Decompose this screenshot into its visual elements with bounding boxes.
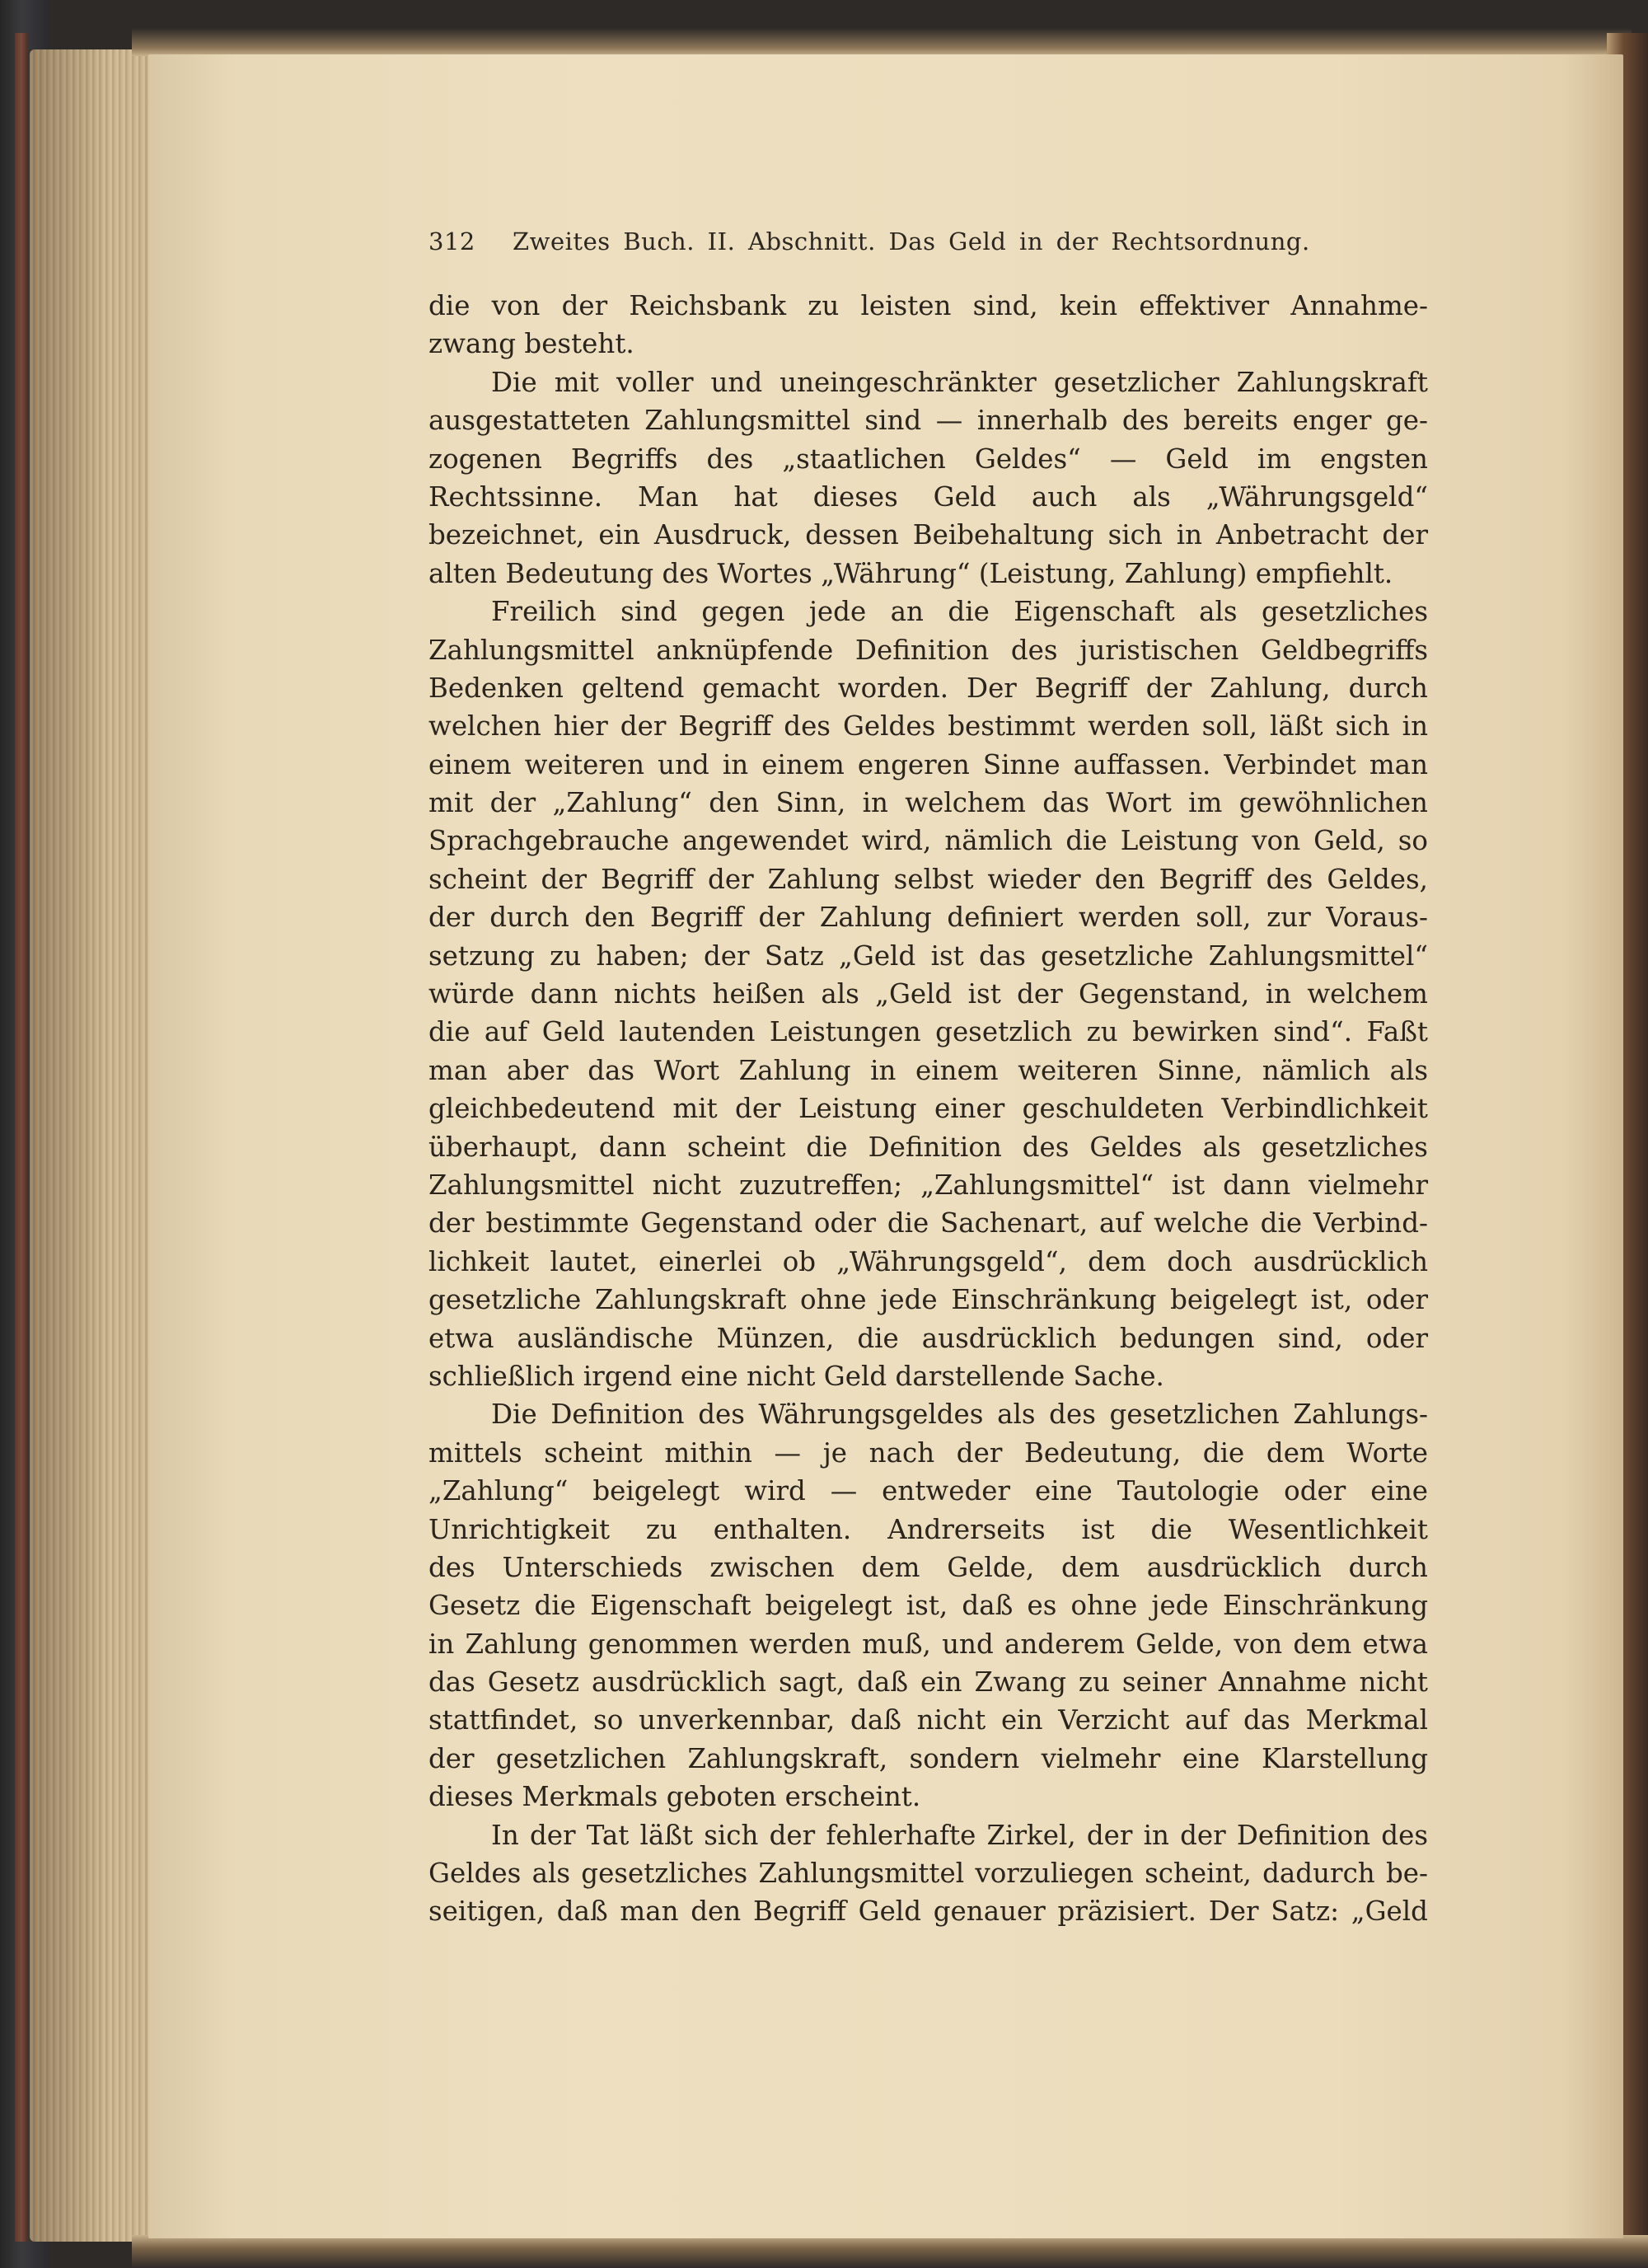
page-top-edge — [132, 28, 1632, 56]
text-line: mittels scheint mithin — je nach der Bedeutung, die dem Worte — [428, 1436, 1428, 1469]
text-line: der gesetzlichen Zahlungskraft, sondern vielmehr eine Klarstellung — [428, 1742, 1428, 1774]
page-number: 312 — [428, 227, 475, 255]
text-line: etwa ausländische Münzen, die ausdrücklich bedungen sind, oder — [428, 1322, 1428, 1354]
body-text — [428, 287, 1428, 1931]
text-line: man aber das Wort Zahlung in einem weiteren Sinne, nämlich als — [428, 1054, 1428, 1086]
text-line: stattfindet, so unverkennbar, daß nicht ein Verzicht auf das Merkmal — [428, 1704, 1428, 1736]
text-line: alten Bedeutung des Wortes „Währung“ (Leistung, Zahlung) empfiehlt. — [428, 557, 1393, 589]
text-line: Bedenken geltend gemacht worden. Der Begriff der Zahlung, durch — [428, 672, 1428, 704]
text-line: zwang besteht. — [428, 328, 634, 360]
text-line: das Gesetz ausdrücklich sagt, daß ein Zwang zu seiner Annahme nicht — [428, 1666, 1428, 1699]
text-line: Sprachgebrauche angewendet wird, nämlich die Leistung von Geld, so — [428, 825, 1428, 857]
text-line: des Unterschieds zwischen dem Gelde, dem ausdrücklich durch — [428, 1551, 1428, 1583]
text-line: scheint der Begriff der Zahlung selbst wieder den Begriff des Geldes, — [428, 863, 1428, 895]
text-line: der bestimmte Gegenstand oder die Sachenart, auf welche die Verbind- — [428, 1207, 1428, 1239]
text-line: welchen hier der Begriff des Geldes bestimmt werden soll, läßt sich in — [428, 710, 1428, 743]
text-line: Zahlungsmittel anknüpfende Definition des juristischen Geldbegriffs — [428, 634, 1428, 666]
text-line: Die Definition des Währungsgeldes als des gesetzlichen Zahlungs- — [491, 1399, 1428, 1431]
text-line: Rechtssinne. Man hat dieses Geld auch als „Währungsgeld“ — [428, 480, 1428, 513]
page-edges-shadow — [30, 49, 162, 2242]
text-line: mit der „Zahlung“ den Sinn, in welchem das Wort im gewöhnlichen — [428, 787, 1428, 819]
text-line: würde dann nichts heißen als „Geld ist der Gegenstand, in welchem — [428, 978, 1428, 1010]
text-line: die auf Geld lautenden Leistungen gesetzlich zu bewirken sind“. Faßt — [428, 1016, 1428, 1048]
text-line: Zahlungsmittel nicht zuzutreffen; „Zahlungsmittel“ ist dann vielmehr — [428, 1169, 1428, 1201]
running-title: Zweites Buch. II. Abschnitt. Das Geld in der Rechtsordnung. — [513, 227, 1310, 255]
text-line: ausgestatteten Zahlungsmittel sind — innerhalb des bereits enger ge- — [428, 405, 1428, 437]
text-line: setzung zu haben; der Satz „Geld ist das gesetzliche Zahlungsmittel“ — [428, 940, 1428, 972]
text-line: In der Tat läßt sich der fehlerhafte Zirkel, der in der Definition des — [491, 1819, 1428, 1851]
text-line: der durch den Begriff der Zahlung definiert werden soll, zur Voraus- — [428, 902, 1428, 934]
text-line: einem weiteren und in einem engeren Sinne auffassen. Verbindet man — [428, 748, 1428, 780]
text-line: seitigen, daß man den Begriff Geld genauer präzisiert. Der Satz: „Geld — [428, 1895, 1428, 1928]
text-line: gleichbedeutend mit der Leistung einer geschuldeten Verbindlichkeit — [428, 1093, 1428, 1125]
text-line: in Zahlung genommen werden muß, und anderem Gelde, von dem etwa — [428, 1628, 1428, 1660]
text-line: bezeichnet, ein Ausdruck, dessen Beibehaltung sich in Anbetracht der — [428, 519, 1428, 551]
text-line: Gesetz die Eigenschaft beigelegt ist, daß es ohne jede Einschränkung — [428, 1590, 1428, 1622]
text-line: Freilich sind gegen jede an die Eigenschaft als gesetzliches — [491, 596, 1428, 628]
text-line: schließlich irgend eine nicht Geld darstellende Sache. — [428, 1360, 1164, 1392]
text-line: überhaupt, dann scheint die Definition des Geldes als gesetzliches — [428, 1131, 1428, 1163]
text-line: Unrichtigkeit zu enthalten. Andrerseits ist die Wesentlichkeit — [428, 1513, 1428, 1545]
page-bottom-edge — [132, 2235, 1648, 2268]
running-header — [428, 227, 1318, 264]
text-line: „Zahlung“ beigelegt wird — entweder eine Tautologie oder eine — [428, 1475, 1428, 1507]
text-line: Die mit voller und uneingeschränkter gesetzlicher Zahlungskraft — [491, 366, 1428, 398]
text-line: dieses Merkmals geboten erscheint. — [428, 1781, 921, 1813]
text-line: zogenen Begriffs des „staatlichen Geldes“ — Geld im engsten — [428, 443, 1428, 475]
text-line: lichkeit lautet, einerlei ob „Währungsgeld“, dem doch ausdrücklich — [428, 1245, 1428, 1277]
text-line: Geldes als gesetzliches Zahlungsmittel vorzuliegen scheint, dadurch be- — [428, 1858, 1428, 1890]
text-line: gesetzliche Zahlungskraft ohne jede Einschränkung beigelegt ist, oder — [428, 1284, 1428, 1316]
cover-binding — [15, 33, 28, 2242]
text-line: die von der Reichsbank zu leisten sind, kein effektiver Annahme- — [428, 290, 1428, 321]
